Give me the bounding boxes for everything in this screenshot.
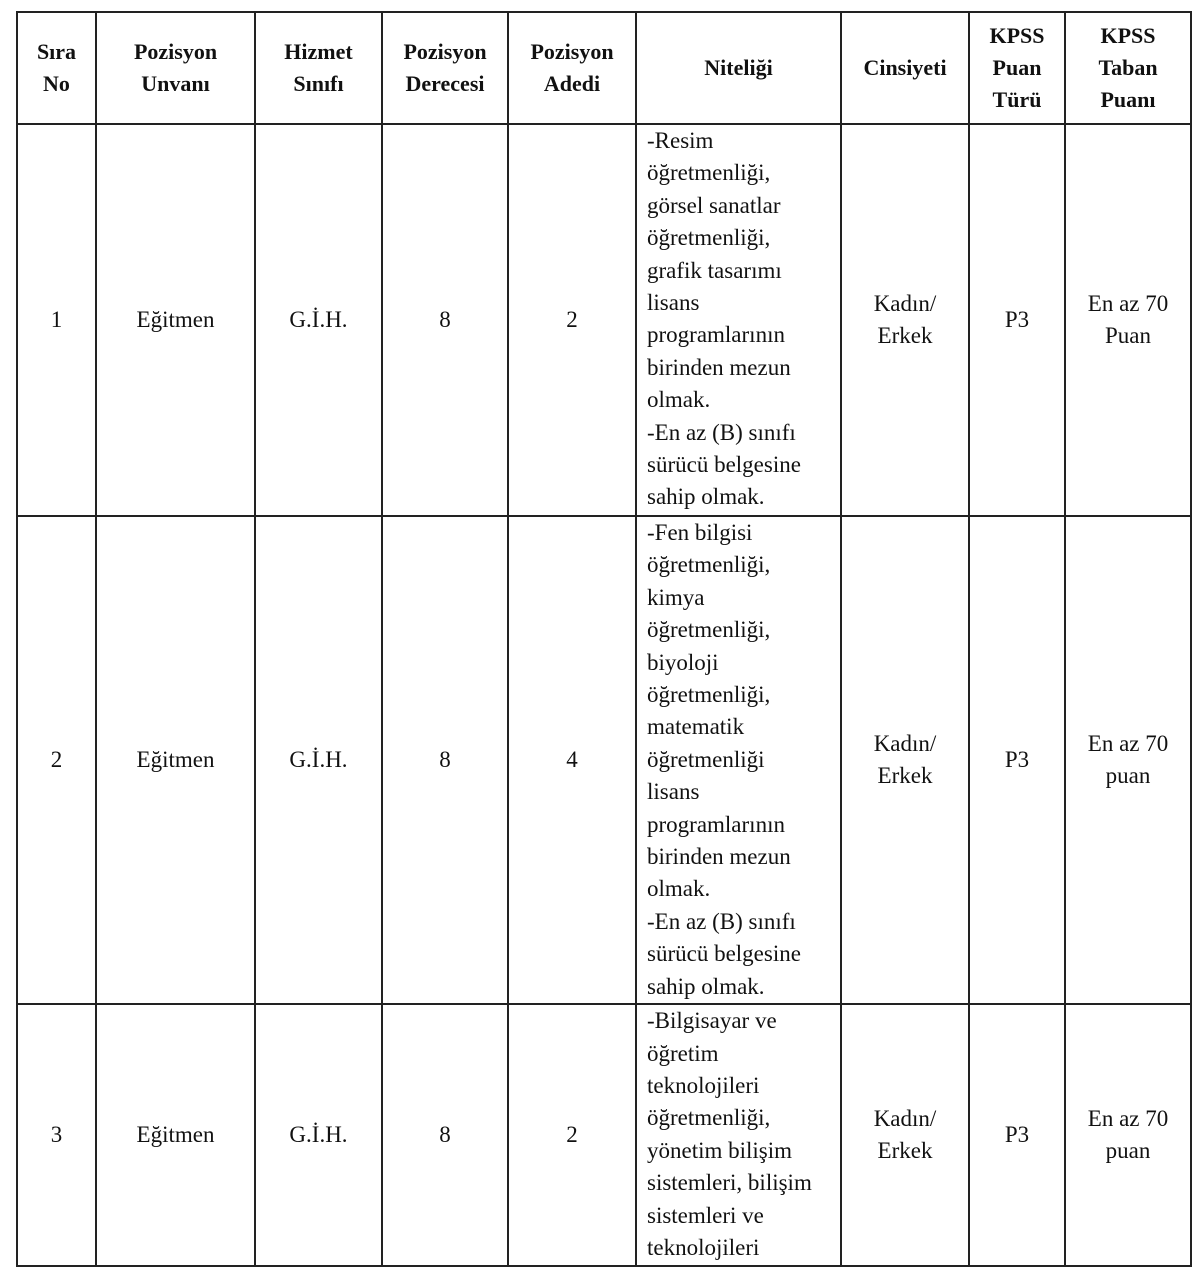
table-row bbox=[17, 124, 1191, 516]
cell-nitelik: -Resim öğretmenliği, görsel sanatlar öğretmenliği, grafik tasarımı lisans programlarının birinden mezun olmak. -En az (B) sınıfı sürücü belgesine sahip olmak. bbox=[636, 124, 841, 516]
cell-puan-turu: P3 bbox=[969, 1004, 1065, 1266]
cell-derece: 8 bbox=[382, 1004, 508, 1266]
cell-cinsiyet: Kadın/ Erkek bbox=[841, 124, 969, 516]
cell-sira: 2 bbox=[17, 516, 96, 1004]
cell-taban: En az 70 puan bbox=[1065, 1004, 1191, 1266]
cell-unvan: Eğitmen bbox=[96, 516, 255, 1004]
header-cinsiyeti: Cinsiyeti bbox=[841, 12, 969, 124]
header-hizmet-sinifi: Hizmet Sınıfı bbox=[255, 12, 382, 124]
positions-table bbox=[16, 11, 1192, 1267]
cell-derece: 8 bbox=[382, 516, 508, 1004]
cell-unvan: Eğitmen bbox=[96, 1004, 255, 1266]
table-row bbox=[17, 516, 1191, 1004]
cell-sira: 1 bbox=[17, 124, 96, 516]
cell-adet: 2 bbox=[508, 1004, 636, 1266]
cell-cinsiyet: Kadın/ Erkek bbox=[841, 516, 969, 1004]
cell-sinif: G.İ.H. bbox=[255, 516, 382, 1004]
header-pozisyon-unvani: Pozisyon Unvanı bbox=[96, 12, 255, 124]
cell-nitelik: -Bilgisayar ve öğretim teknolojileri öğretmenliği, yönetim bilişim sistemleri, bilişim sistemleri ve teknolojileri bbox=[636, 1004, 841, 1266]
header-kpss-puan-turu: KPSS Puan Türü bbox=[969, 12, 1065, 124]
cell-taban: En az 70 Puan bbox=[1065, 124, 1191, 516]
cell-puan-turu: P3 bbox=[969, 516, 1065, 1004]
header-pozisyon-derecesi: Pozisyon Derecesi bbox=[382, 12, 508, 124]
cell-unvan: Eğitmen bbox=[96, 124, 255, 516]
cell-taban: En az 70 puan bbox=[1065, 516, 1191, 1004]
header-row bbox=[17, 12, 1191, 124]
header-niteligi: Niteliği bbox=[636, 12, 841, 124]
cell-adet: 4 bbox=[508, 516, 636, 1004]
header-pozisyon-adedi: Pozisyon Adedi bbox=[508, 12, 636, 124]
cell-puan-turu: P3 bbox=[969, 124, 1065, 516]
header-kpss-taban-puani: KPSS Taban Puanı bbox=[1065, 12, 1191, 124]
cell-adet: 2 bbox=[508, 124, 636, 516]
cell-sinif: G.İ.H. bbox=[255, 124, 382, 516]
header-sira-no: Sıra No bbox=[17, 12, 96, 124]
cell-sira: 3 bbox=[17, 1004, 96, 1266]
cell-derece: 8 bbox=[382, 124, 508, 516]
table-row bbox=[17, 1004, 1191, 1266]
cell-sinif: G.İ.H. bbox=[255, 1004, 382, 1266]
cell-nitelik: -Fen bilgisi öğretmenliği, kimya öğretmenliği, biyoloji öğretmenliği, matematik öğretmenliği lisans programlarının birinden mezun olmak. -En az (B) sınıfı sürücü belgesine sahip olmak. bbox=[636, 516, 841, 1004]
cell-cinsiyet: Kadın/ Erkek bbox=[841, 1004, 969, 1266]
